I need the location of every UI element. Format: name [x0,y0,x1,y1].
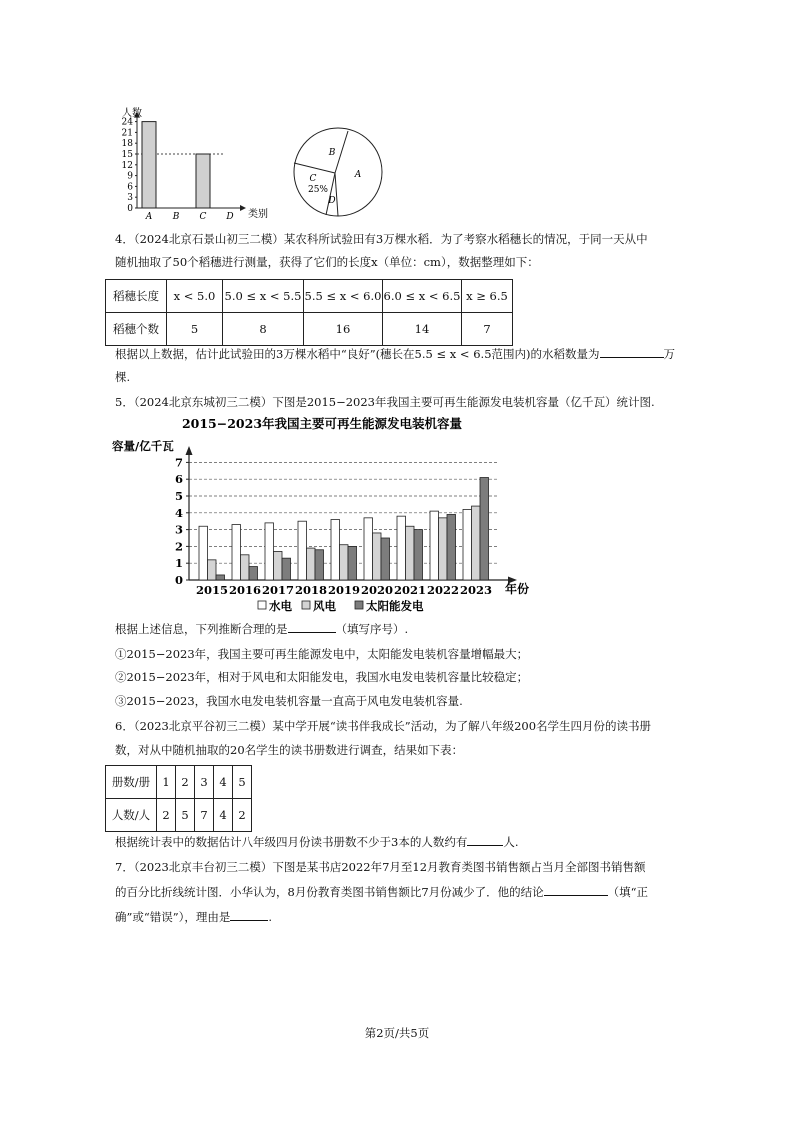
q4-line-4: 棵. [115,370,131,384]
q7-line-1: 7．（2023北京丰台初三二模）下图是某书店2022年7月至12月教育类图书销售额占当月全部图书销售额 [115,860,646,874]
y-tick-label: 1 [174,556,183,571]
bar-wind [241,555,250,580]
q6-line-3 [115,834,518,850]
table-row [106,766,252,799]
x-tick-label: 2018 [294,583,328,597]
x-tick-label: 2017 [261,583,295,597]
table-cell: 4 [214,799,233,832]
category-pie-chart [290,125,390,225]
legend-swatch [258,601,266,609]
x-tick-label: D [226,212,234,222]
table-header-cell: 稻穗个数 [106,313,167,346]
x-axis-label: 年份 [505,582,530,596]
q5-line-1: 5．（2024北京东城初三二模）下图是2015−2023年我国主要可再生能源发电装机容量（亿千瓦）统计图. [115,395,655,409]
y-tick-label: 4 [174,505,183,520]
q5-question-line [115,621,408,637]
y-tick-label: 2 [174,539,183,554]
table-cell: 16 [304,313,383,346]
q5-question-hint: （填写序号）. [335,622,409,636]
y-axis-label: 人数 [122,108,142,119]
q7-line-3-end: . [268,910,273,924]
x-axis-label: 类别 [248,209,268,220]
pie-percent-label: 25% [307,185,329,195]
q6-line-2: 数，对从中随机抽取的20名学生的读书册数进行调查，结果如下表： [115,743,464,757]
q6-line-3-text: 根据统计表中的数据估计八年级四月份读书册数不少于3本的人数约有 [115,835,468,849]
chart-title: 2015−2023年我国主要可再生能源发电装机容量 [181,416,463,431]
x-tick-label: A [145,212,153,222]
x-tick-label: 2020 [360,583,394,597]
x-tick-label: 2021 [393,583,427,597]
table-cell: 4 [214,766,233,799]
bar-wind [307,548,316,580]
bar-solar [447,514,456,580]
table-cell: 7 [462,313,513,346]
q5-option-1: ①2015−2023年，我国主要可再生能源发电中，太阳能发电装机容量增幅最大； [115,647,529,661]
bar [142,122,156,208]
legend-label: 水电 [269,599,292,613]
bar-solar [381,538,390,580]
y-axis-arrow [186,446,193,455]
pie-outline [294,128,382,216]
q7-line-2 [115,884,648,900]
pie-slice-label: C [309,174,317,184]
table-cell: 5 [176,799,195,832]
bar [196,154,210,208]
bar-hydro [364,518,373,580]
bar-wind [208,560,217,580]
bar-solar [414,530,423,580]
bar-hydro [298,521,307,580]
table-cell: 6.0 ≤ x < 6.5 [383,280,462,313]
pie-slice-label: B [328,148,336,158]
x-tick-label: 2015 [195,583,229,597]
q5-option-2: ②2015−2023年，相对于风电和太阳能发电，我国水电发电装机容量比较稳定； [115,670,529,684]
q7-line-2-hint: （填“正 [607,885,649,899]
q7-line-3 [115,909,272,925]
legend-swatch [355,601,363,609]
legend-label: 太阳能发电 [366,599,424,613]
table-cell: 2 [157,799,176,832]
x-tick-label: 2022 [426,583,460,597]
bar-solar [282,558,291,580]
x-axis-arrow [240,205,246,211]
x-tick-label: 2019 [327,583,361,597]
table-row [106,799,252,832]
table-header-cell: 稻穗长度 [106,280,167,313]
bar-hydro [463,509,472,580]
y-tick-label: 5 [174,489,183,503]
answer-blank[interactable] [288,621,336,633]
y-tick-label: 6 [174,472,183,487]
table-row [106,280,513,313]
table-row [106,313,513,346]
q5-question-text: 根据上述信息，下列推断合理的是 [115,622,288,636]
table-header-cell: 册数/册 [106,766,157,799]
table-cell: 5.5 ≤ x < 6.0 [304,280,383,313]
page-footer: 第2页/共5页 [364,1026,430,1040]
bar-hydro [265,523,274,580]
bar-solar [315,550,324,580]
y-axis-label: 容量/亿千瓦 [112,439,174,453]
x-tick-label: 2016 [228,583,262,597]
y-tick-label: 18 [121,139,133,150]
bar-solar [216,575,225,580]
answer-blank[interactable] [600,346,664,358]
bar-solar [348,546,357,580]
q4-line-2: 随机抽取了50个稻穗进行测量，获得了它们的长度x（单位：cm），数据整理如下： [115,255,539,269]
bar-wind [406,526,415,580]
bar-hydro [331,520,340,580]
bar-hydro [232,525,241,580]
x-tick-label: 2023 [459,583,493,597]
table-cell: 3 [195,766,214,799]
q7-line-2-text: 的百分比折线统计图．小华认为，8月份教育类图书销售额比7月份减少了．他的结论 [115,885,544,899]
bar-solar [249,567,258,580]
bar-solar [480,478,489,580]
bar-wind [274,551,283,580]
table-cell: 2 [176,766,195,799]
table-cell: x ≥ 6.5 [462,280,513,313]
table-cell: 5.0 ≤ x < 5.5 [223,280,304,313]
category-bar-chart [110,100,280,225]
q7-line-3-text: 确”或“错误”），理由是 [115,910,231,924]
table-cell: 1 [157,766,176,799]
q5-option-3: ③2015−2023，我国水电发电装机容量一直高于风电发电装机容量. [115,694,463,708]
renewable-capacity-chart [112,413,542,620]
bar-hydro [199,526,208,580]
bar-hydro [430,511,439,580]
table-cell: 5 [167,313,223,346]
y-tick-label: 0 [127,204,133,214]
pie-slice-label: D [328,196,336,206]
answer-blank[interactable] [544,884,608,896]
y-tick-label: 3 [174,522,183,537]
q4-line-3 [115,346,675,362]
table-cell: 7 [195,799,214,832]
pie-slice-label: A [354,170,362,180]
bar-wind [373,533,382,580]
y-tick-label: 9 [127,171,133,182]
table-cell: 5 [233,766,252,799]
legend-label: 风电 [313,599,336,613]
y-tick-label: 21 [121,128,133,139]
y-tick-label: 0 [174,573,183,587]
q6-line-3-unit: 人. [503,835,519,849]
y-tick-label: 24 [121,117,133,128]
legend-swatch [302,601,310,609]
y-tick-label: 6 [127,182,133,193]
bar-wind [439,518,448,580]
q6-line-1: 6．（2023北京平谷初三二模）某中学开展“读书伴我成长”活动，为了解八年级200名学生四月份的读书册 [115,719,652,733]
table-cell: 14 [383,313,462,346]
y-tick-label: 15 [121,150,133,160]
q4-line-1: 4．（2024北京石景山初三二模）某农科所试验田有3万棵水稻．为了考察水稻穗长的情况，于同一天从中 [115,232,648,246]
q4-data-table [105,279,513,346]
bar-wind [340,545,349,580]
y-tick-label: 3 [127,193,133,204]
table-cell: 8 [223,313,304,346]
q4-line-3-unit: 万 [663,347,676,361]
answer-blank[interactable] [467,834,503,846]
x-tick-label: C [199,212,207,222]
bar-hydro [397,516,406,580]
y-tick-label: 12 [121,160,133,171]
bar-wind [472,506,481,580]
table-header-cell: 人数/人 [106,799,157,832]
q6-data-table [105,765,252,832]
y-tick-label: 7 [174,455,183,470]
answer-blank[interactable] [230,909,268,921]
q4-line-3-text: 根据以上数据，估计此试验田的3万棵水稻中“良好”(穗长在5.5 ≤ x < 6.5范围内)的水稻数量为 [115,347,600,361]
table-cell: x < 5.0 [167,280,223,313]
x-tick-label: B [172,212,180,222]
table-cell: 2 [233,799,252,832]
